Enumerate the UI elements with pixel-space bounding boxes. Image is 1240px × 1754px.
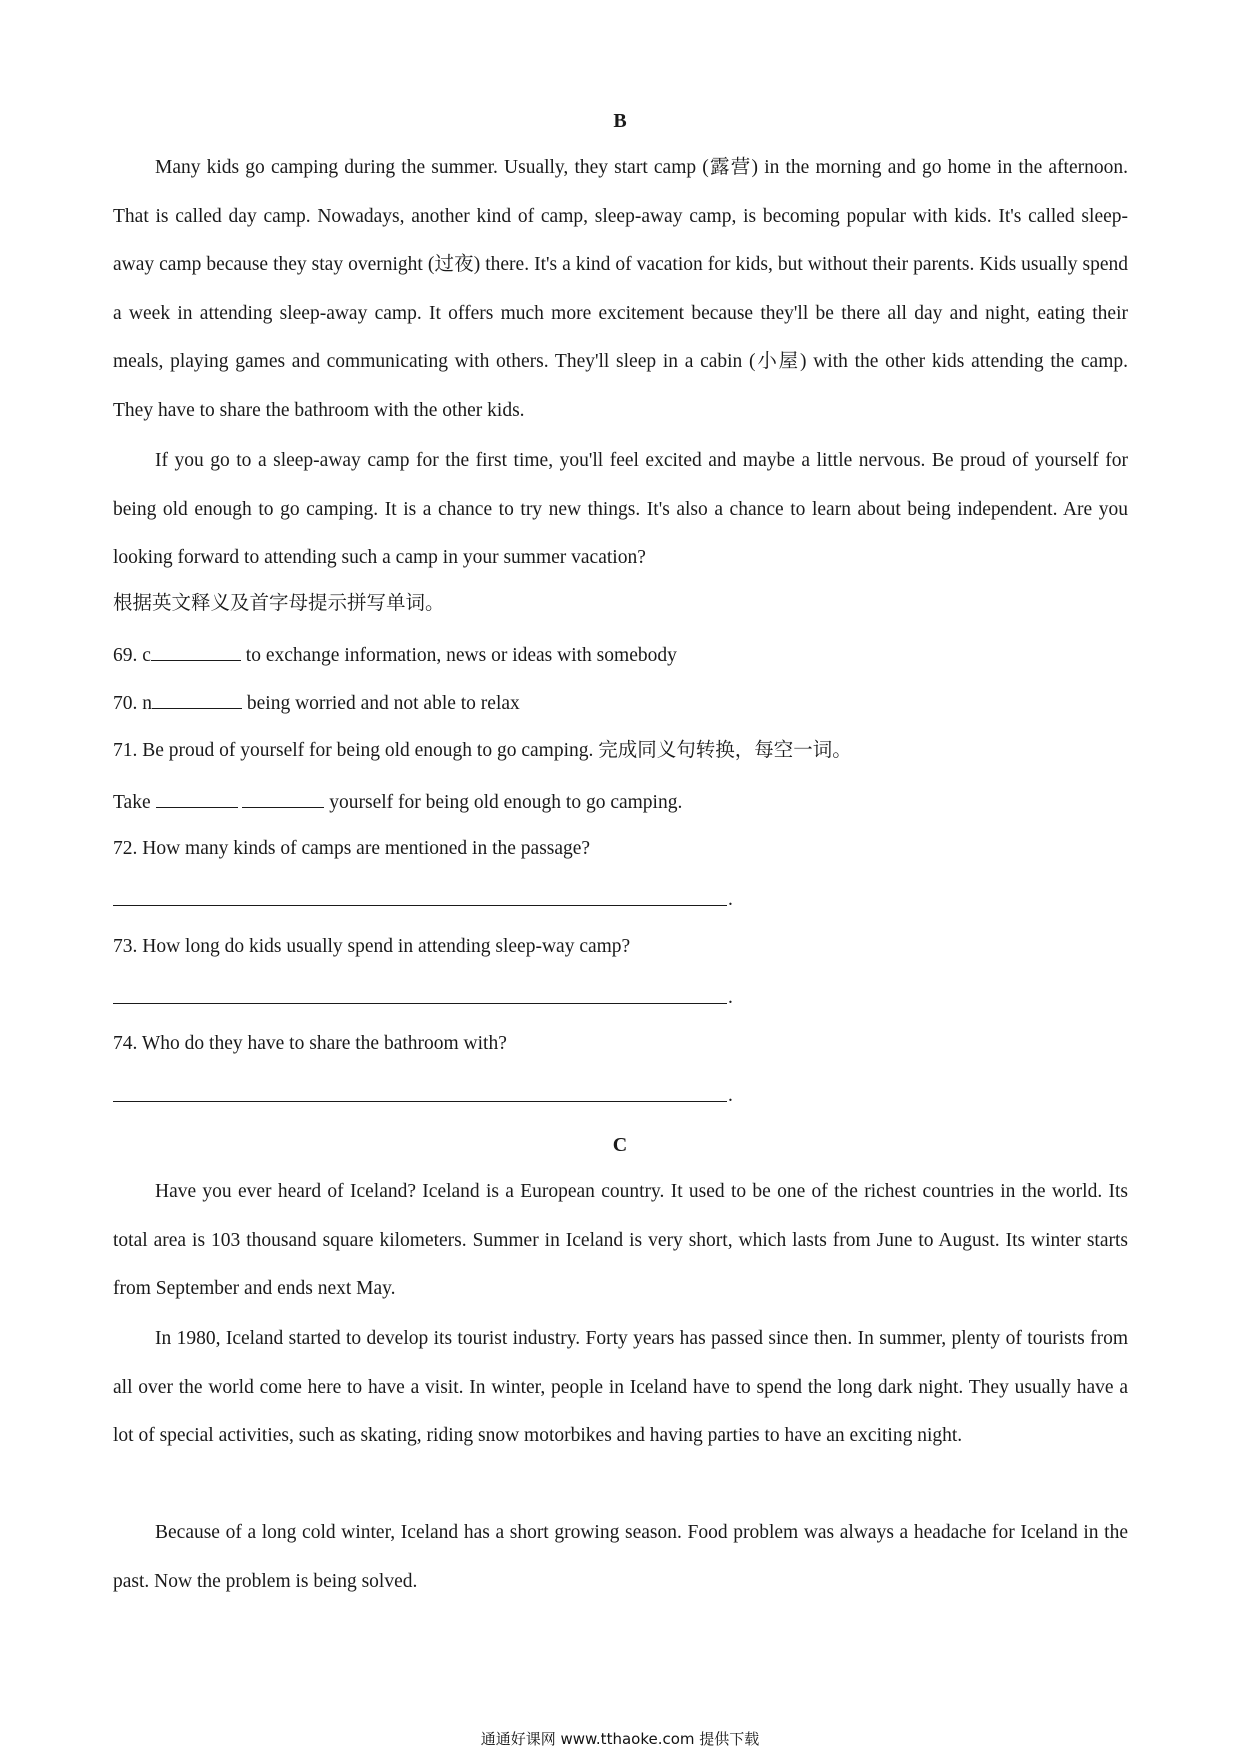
section-c-paragraph-3: Because of a long cold winter, Iceland has a short growing season. Food problem was always a headache for Iceland in the past. Now the problem is being solved.	[113, 1522, 1128, 1592]
question-74: 74. Who do they have to share the bathroom with?	[113, 1033, 507, 1054]
question-71-answer-start: Take	[113, 792, 156, 813]
section-b-paragraph-2: If you go to a sleep-away camp for the first time, you'll feel excited and maybe a little nervous. Be proud of yourself for being old enough to go camping. It is a chance to try new things. It's also a chance to learn about being independent. Are you looking forward to attending such a camp in your summer vacation?	[113, 450, 1128, 569]
section-b-paragraph-1: Many kids go camping during the summer. Usually, they start camp (露营) in the morning and go home in the afternoon. That is called day camp. Nowadays, another kind of camp, sleep-away camp, is becoming popular with kids. It's called sleep-away camp because they stay overnight (过夜) there. It's a kind of vacation for kids, but without their parents. Kids usually spend a week in attending sleep-away camp. It offers much more excitement because they'll be there all day and night, eating their meals, playing games and communicating with others. They'll sleep in a cabin (小屋) with the other kids attending the camp. They have to share the bathroom with the other kids.	[113, 157, 1128, 421]
question-71-answer-end: yourself for being old enough to go camping.	[324, 792, 683, 813]
question-69	[113, 640, 1128, 670]
question-71-blank-1[interactable]	[156, 787, 238, 808]
question-70-text: being worried and not able to relax	[242, 693, 520, 714]
question-71-answer	[113, 787, 1128, 817]
question-72: 72. How many kinds of camps are mentioned in the passage?	[113, 838, 591, 859]
question-73-answer-period: .	[728, 987, 733, 1008]
question-69-prefix: 69. c	[113, 645, 151, 666]
instruction-text: 根据英文释义及首字母提示拼写单词。	[113, 593, 445, 614]
question-71-blank-2[interactable]	[242, 787, 324, 808]
section-b-heading: B	[613, 110, 627, 132]
question-69-blank[interactable]	[151, 640, 241, 661]
question-72-answer-line[interactable]	[113, 905, 727, 906]
question-74-answer-period: .	[728, 1085, 733, 1106]
question-73-answer-line[interactable]	[113, 1003, 727, 1004]
section-c-paragraph-2: In 1980, Iceland started to develop its tourist industry. Forty years has passed since then. In summer, plenty of tourists from all over the world come here to have a visit. In winter, people in Iceland have to spend the long dark night. They usually have a lot of special activities, such as skating, riding snow motorbikes and having parties to have an exciting night.	[113, 1328, 1128, 1447]
question-71: 71. Be proud of yourself for being old enough to go camping. 完成同义句转换，每空一词。	[113, 740, 852, 761]
question-70-blank[interactable]	[152, 688, 242, 709]
question-70	[113, 688, 1128, 718]
question-70-prefix: 70. n	[113, 693, 152, 714]
question-74-answer-line[interactable]	[113, 1101, 727, 1102]
question-69-text: to exchange information, news or ideas with somebody	[240, 645, 677, 666]
question-73: 73. How long do kids usually spend in attending sleep-way camp?	[113, 936, 631, 957]
section-c-paragraph-1: Have you ever heard of Iceland? Iceland is a European country. It used to be one of the richest countries in the world. Its total area is 103 thousand square kilometers. Summer in Iceland is very short, which lasts from June to August. Its winter starts from September and ends next May.	[113, 1181, 1128, 1300]
page-footer: 通通好课网 www.tthaoke.com 提供下载	[480, 1730, 760, 1748]
section-c-heading: C	[612, 1134, 628, 1156]
question-72-answer-period: .	[728, 889, 733, 910]
